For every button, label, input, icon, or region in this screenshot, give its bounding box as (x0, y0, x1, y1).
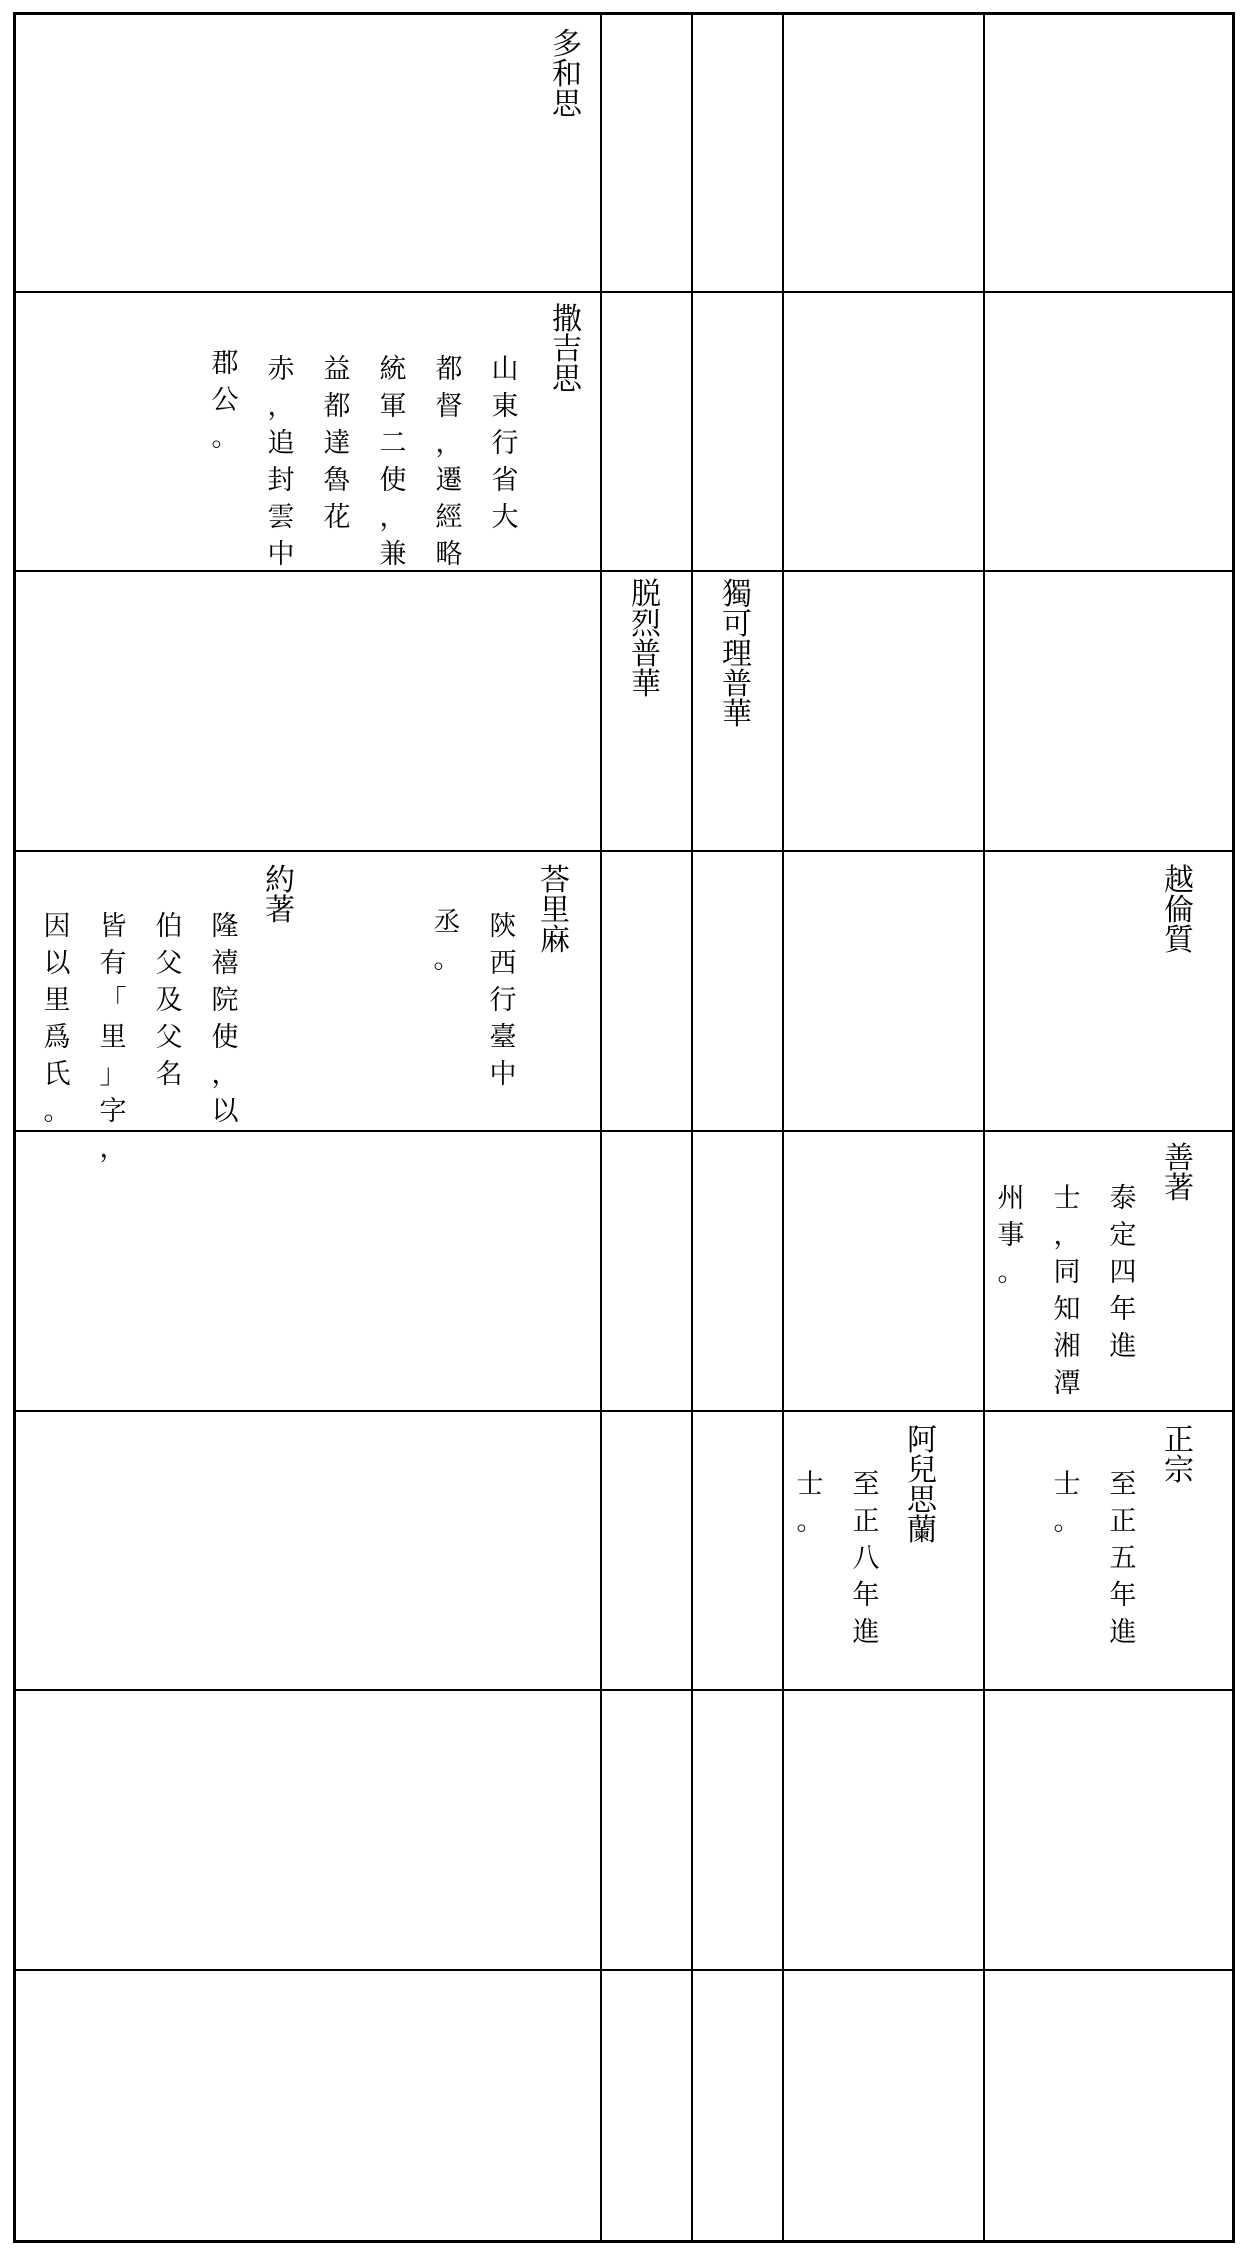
glyph: 字 (99, 1096, 127, 1127)
glyph: 經 (435, 502, 463, 533)
glyph: 五 (1109, 1543, 1137, 1574)
note-line (205, 345, 245, 456)
glyph: ， (1053, 1220, 1081, 1251)
row-4-col-5 (985, 852, 1235, 1130)
glyph: 。 (433, 944, 461, 975)
glyph: 郡 (211, 348, 239, 379)
row-3-col-3 (693, 572, 782, 850)
glyph: 可 (722, 607, 752, 642)
glyph: 士 (1053, 1183, 1081, 1214)
glyph: 大 (491, 502, 519, 533)
glyph: 麻 (540, 923, 570, 958)
glyph: 陝 (489, 911, 517, 942)
glyph: 同 (1053, 1257, 1081, 1288)
glyph: 正 (1164, 1423, 1194, 1458)
glyph: 」 (99, 1059, 127, 1090)
glyph: 普 (631, 637, 661, 672)
glyph: 正 (1109, 1506, 1137, 1537)
person-name (1159, 1423, 1199, 1488)
glyph: 爲 (43, 1022, 71, 1053)
row-2 (15, 293, 600, 570)
glyph: 事 (997, 1220, 1025, 1251)
glyph: 撒 (552, 302, 582, 337)
glyph: 華 (631, 667, 661, 702)
row-divider (13, 1969, 1235, 1971)
column-divider (600, 12, 602, 2243)
note-line (1103, 1466, 1143, 1651)
row-6-col-4 (784, 1412, 983, 1689)
glyph: 院 (211, 985, 239, 1016)
glyph: 。 (211, 422, 239, 453)
note-line (317, 351, 357, 536)
row-6-col-5 (985, 1412, 1235, 1689)
glyph: 思 (552, 362, 582, 397)
glyph: 約 (265, 863, 295, 898)
note-line (149, 908, 189, 1093)
glyph: 著 (265, 893, 295, 928)
row-3-col-2 (602, 572, 691, 850)
glyph: 宗 (1164, 1453, 1194, 1488)
glyph: 因 (43, 911, 71, 942)
glyph: 西 (489, 948, 517, 979)
glyph: 年 (1109, 1294, 1137, 1325)
glyph: 思 (552, 87, 582, 122)
glyph: 善 (1164, 1141, 1194, 1176)
glyph: 兒 (907, 1453, 937, 1488)
glyph: 正 (852, 1506, 880, 1537)
glyph: 里 (99, 1022, 127, 1053)
glyph: ， (379, 502, 407, 533)
note-line (846, 1466, 886, 1651)
glyph: 四 (1109, 1257, 1137, 1288)
glyph: 士 (1053, 1469, 1081, 1500)
glyph: 華 (722, 697, 752, 732)
glyph: 督 (435, 391, 463, 422)
glyph: 泰 (1109, 1183, 1137, 1214)
note-line (261, 351, 301, 573)
glyph: 以 (43, 948, 71, 979)
glyph: 統 (379, 354, 407, 385)
glyph: 隆 (211, 911, 239, 942)
column-divider (782, 12, 784, 2243)
note-line (1103, 1180, 1143, 1365)
glyph: 阿 (907, 1423, 937, 1458)
glyph: 都 (435, 354, 463, 385)
note-line (429, 351, 469, 573)
glyph: 氏 (43, 1059, 71, 1090)
person-name (547, 302, 587, 397)
glyph: 父 (155, 1022, 183, 1053)
glyph: 里 (43, 985, 71, 1016)
glyph: 赤 (267, 354, 295, 385)
glyph: 。 (1053, 1506, 1081, 1537)
glyph: 皆 (99, 911, 127, 942)
glyph: 年 (1109, 1580, 1137, 1611)
glyph: 行 (491, 428, 519, 459)
glyph: 封 (267, 465, 295, 496)
glyph: 丞 (433, 907, 461, 938)
glyph: 和 (552, 57, 582, 92)
note-line (93, 908, 133, 1167)
glyph: 士 (796, 1469, 824, 1500)
glyph: 名 (155, 1059, 183, 1090)
person-name (260, 863, 300, 928)
glyph: 魯 (323, 465, 351, 496)
glyph: 二 (379, 428, 407, 459)
row-4 (15, 852, 600, 1164)
glyph: 著 (1164, 1171, 1194, 1206)
glyph: 倫 (1164, 893, 1194, 928)
row-5-col-5 (985, 1132, 1235, 1410)
glyph: 州 (997, 1183, 1025, 1214)
glyph: 思 (907, 1483, 937, 1518)
glyph: 兼 (379, 539, 407, 570)
glyph: 中 (267, 539, 295, 570)
glyph: 年 (852, 1580, 880, 1611)
glyph: 使 (379, 465, 407, 496)
person-name (1159, 863, 1199, 958)
glyph: 都 (323, 391, 351, 422)
note-line (485, 351, 525, 536)
note-line (37, 908, 77, 1130)
glyph: ， (267, 391, 295, 422)
glyph: 知 (1053, 1294, 1081, 1325)
glyph: 。 (997, 1257, 1025, 1288)
glyph: 荅 (540, 863, 570, 898)
glyph: 烈 (631, 607, 661, 642)
glyph: 進 (1109, 1617, 1137, 1648)
glyph: 略 (435, 539, 463, 570)
glyph: 多 (552, 27, 582, 62)
glyph: 脱 (631, 577, 661, 612)
glyph: 質 (1164, 923, 1194, 958)
glyph: 臺 (489, 1022, 517, 1053)
note-line (1047, 1180, 1087, 1402)
row-divider (13, 1689, 1235, 1691)
glyph: 益 (323, 354, 351, 385)
note-line (790, 1466, 830, 1540)
glyph: 有 (99, 948, 127, 979)
glyph: 定 (1109, 1220, 1137, 1251)
note-line (991, 1180, 1031, 1291)
glyph: 追 (267, 428, 295, 459)
glyph: 蘭 (907, 1513, 937, 1548)
glyph: 進 (852, 1617, 880, 1648)
glyph: 遷 (435, 465, 463, 496)
glyph: 湘 (1053, 1331, 1081, 1362)
person-name (547, 27, 587, 122)
glyph: 達 (323, 428, 351, 459)
glyph: 八 (852, 1543, 880, 1574)
person-name (717, 577, 757, 732)
glyph: 至 (852, 1469, 880, 1500)
row-1 (15, 15, 600, 291)
glyph: 進 (1109, 1331, 1137, 1362)
glyph: 。 (43, 1096, 71, 1127)
glyph: 公 (211, 385, 239, 416)
note-line (427, 904, 467, 978)
column-divider (691, 12, 693, 2243)
glyph: 中 (489, 1059, 517, 1090)
glyph: 理 (722, 637, 752, 672)
note-line (205, 908, 245, 1130)
glyph: 「 (99, 985, 127, 1016)
glyph: 山 (491, 354, 519, 385)
person-name (535, 863, 575, 958)
glyph: 獨 (722, 577, 752, 612)
glyph: ， (435, 428, 463, 459)
glyph: ， (211, 1059, 239, 1090)
glyph: 花 (323, 502, 351, 533)
glyph: 東 (491, 391, 519, 422)
glyph: 潭 (1053, 1368, 1081, 1399)
person-name (626, 577, 666, 702)
glyph: 至 (1109, 1469, 1137, 1500)
glyph: ， (99, 1133, 127, 1164)
note-line (483, 908, 523, 1093)
glyph: 越 (1164, 863, 1194, 898)
glyph: 雲 (267, 502, 295, 533)
glyph: 里 (540, 893, 570, 928)
glyph: 。 (796, 1506, 824, 1537)
glyph: 禧 (211, 948, 239, 979)
glyph: 以 (211, 1096, 239, 1127)
person-name (902, 1423, 942, 1548)
note-line (373, 351, 413, 573)
glyph: 省 (491, 465, 519, 496)
glyph: 使 (211, 1022, 239, 1053)
person-name (1159, 1141, 1199, 1206)
glyph: 父 (155, 948, 183, 979)
note-line (1047, 1466, 1087, 1540)
glyph: 及 (155, 985, 183, 1016)
glyph: 軍 (379, 391, 407, 422)
glyph: 伯 (155, 911, 183, 942)
glyph: 行 (489, 985, 517, 1016)
glyph: 吉 (552, 332, 582, 367)
glyph: 普 (722, 667, 752, 702)
